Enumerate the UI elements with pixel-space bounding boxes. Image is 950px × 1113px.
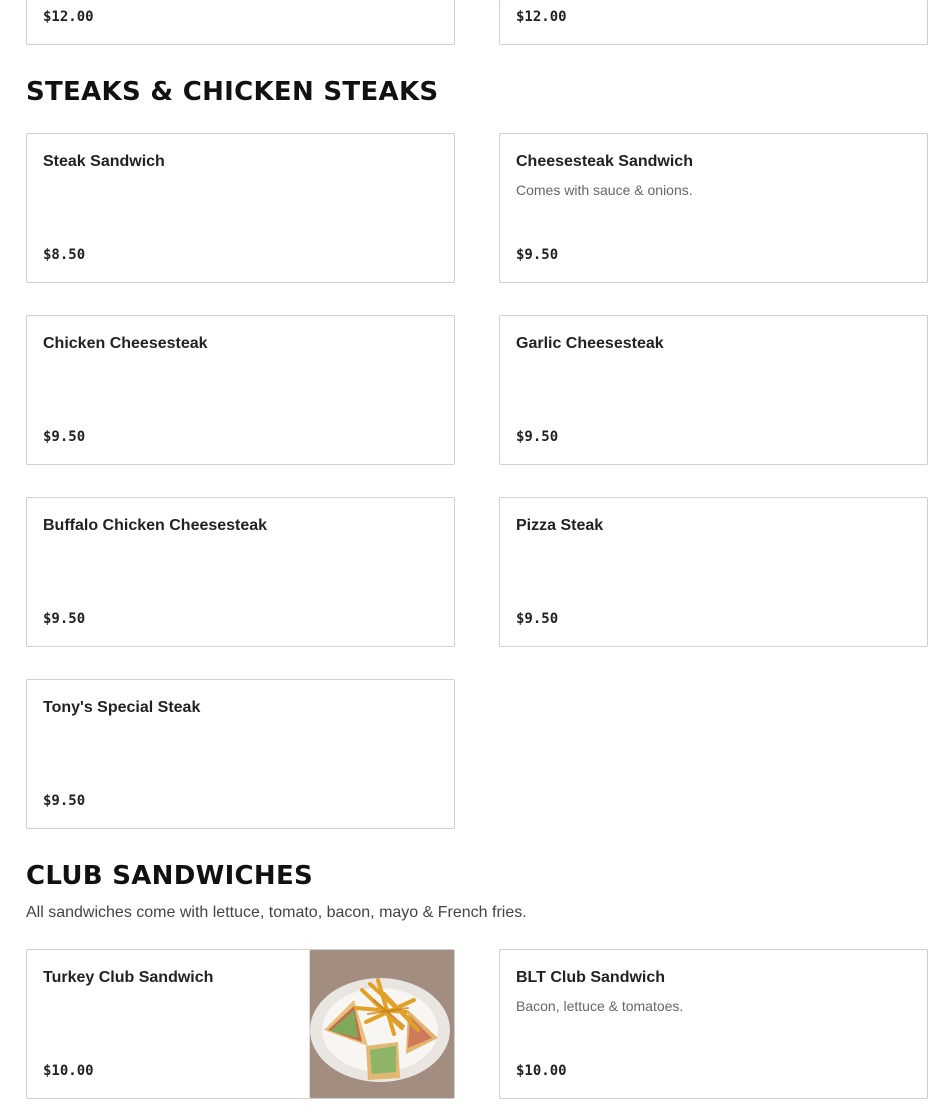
item-price: $8.50 [43,247,86,263]
item-description: Bacon, lettuce & tomatoes. [516,998,684,1014]
item-name: Tony's Special Steak [43,699,201,716]
item-name: Chicken Cheesesteak [43,335,208,352]
item-price: $9.50 [43,793,86,809]
item-price: $10.00 [516,1063,567,1079]
item-name: BLT Club Sandwich [516,969,666,986]
menu-item-card[interactable] [499,497,928,647]
club-sandwich-photo [309,950,454,1098]
item-name: Turkey Club Sandwich [43,969,214,986]
menu-item-card[interactable] [26,497,455,647]
item-name: Garlic Cheesesteak [516,335,664,352]
item-price: $9.50 [516,247,559,263]
section-title-club: CLUB SANDWICHES [26,861,314,891]
item-price: $9.50 [43,611,86,627]
section-title-steaks: STEAKS & CHICKEN STEAKS [26,77,439,107]
item-price: $9.50 [43,429,86,445]
item-price: $10.00 [43,1063,94,1079]
item-price: $12.00 [516,9,567,25]
menu-item-card[interactable] [26,0,455,45]
menu-item-card[interactable] [499,0,928,45]
item-price: $9.50 [516,429,559,445]
item-name: Steak Sandwich [43,153,165,170]
item-price: $12.00 [43,9,94,25]
item-price: $9.50 [516,611,559,627]
menu-item-card[interactable] [26,679,455,829]
item-name: Buffalo Chicken Cheesesteak [43,517,268,534]
menu-item-card[interactable] [499,315,928,465]
item-name: Cheesesteak Sandwich [516,153,693,170]
item-name: Pizza Steak [516,517,604,534]
item-description: Comes with sauce & onions. [516,182,693,198]
menu-item-card[interactable] [26,133,455,283]
menu-item-card[interactable] [499,949,928,1099]
section-description: All sandwiches come with lettuce, tomato, bacon, mayo & French fries. [26,904,527,921]
menu-item-card[interactable] [26,949,455,1099]
menu-item-card[interactable] [26,315,455,465]
menu-item-card[interactable] [499,133,928,283]
